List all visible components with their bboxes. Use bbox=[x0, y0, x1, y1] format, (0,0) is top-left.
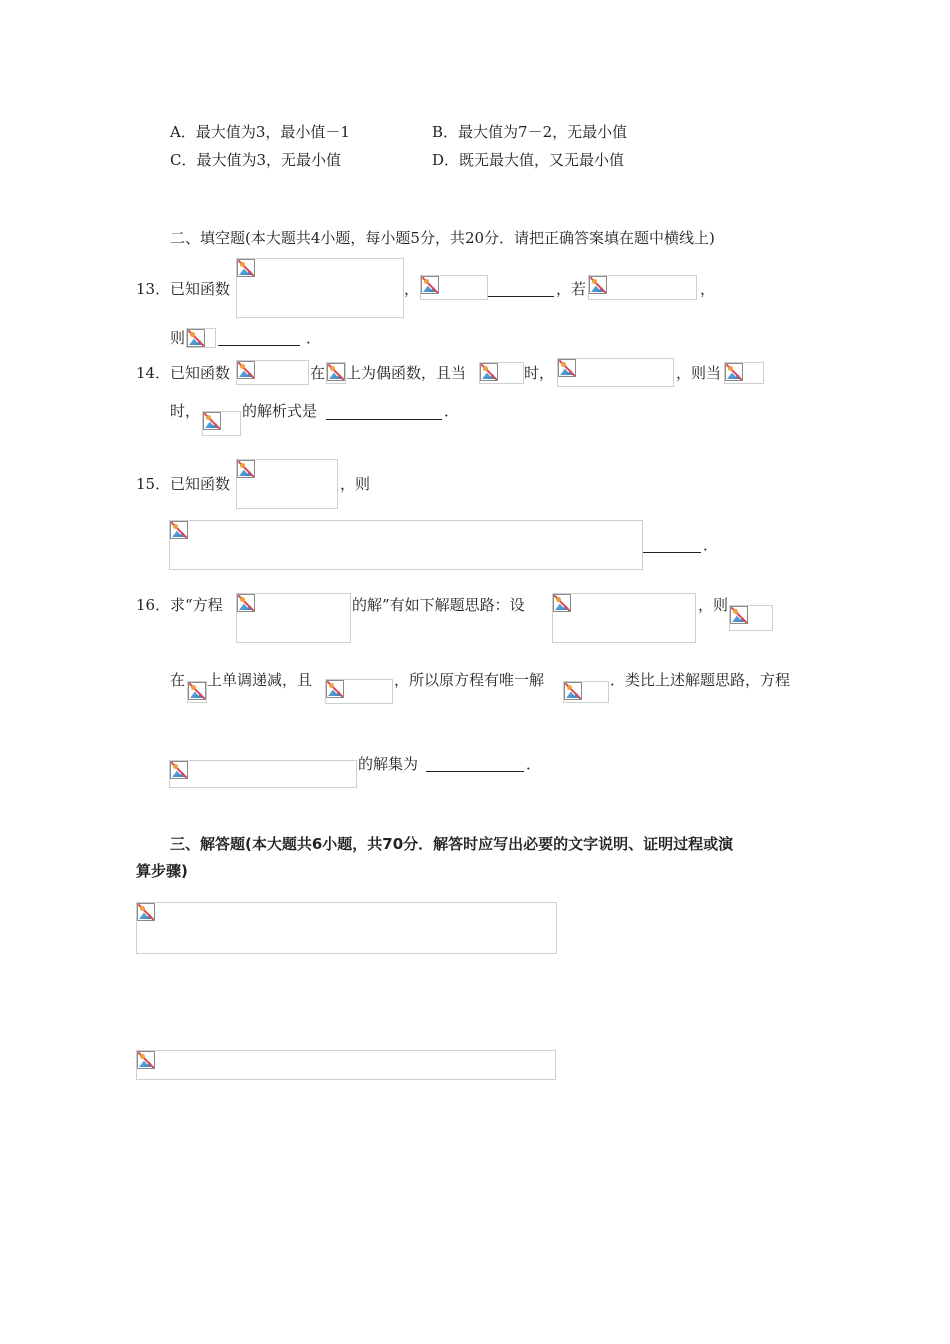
broken-image-icon bbox=[730, 606, 748, 624]
broken-image-icon bbox=[558, 359, 576, 377]
broken-image-icon bbox=[480, 363, 498, 381]
broken-image-icon bbox=[237, 361, 255, 379]
broken-image-icon bbox=[170, 521, 188, 539]
q16-formula-image-6 bbox=[563, 681, 609, 703]
q14-formula-image-4 bbox=[557, 358, 674, 387]
broken-image-icon bbox=[327, 363, 345, 381]
broken-image-icon bbox=[237, 594, 255, 612]
q15-text-1: 已知函数 bbox=[170, 475, 231, 493]
q16-formula-image-1 bbox=[236, 593, 351, 643]
broken-image-icon bbox=[188, 682, 206, 700]
broken-image-icon bbox=[203, 412, 221, 430]
q14-text-7: 的解析式是 bbox=[242, 402, 318, 420]
option-a: A．最大值为3，最小值－1 bbox=[170, 123, 350, 141]
q14-formula-image-6 bbox=[202, 411, 241, 436]
option-c: C．最大值为3，无最小值 bbox=[170, 151, 342, 169]
q14-text-3: 上为偶函数，且当 bbox=[346, 364, 467, 382]
q15-formula-image-1 bbox=[236, 459, 338, 509]
broken-image-icon bbox=[137, 1051, 155, 1069]
q13-text-6: ． bbox=[306, 329, 322, 347]
q14-text-5: ，则当 bbox=[676, 364, 722, 382]
q14-formula-image-1 bbox=[236, 360, 309, 385]
q16-answer-blank bbox=[426, 771, 524, 772]
q16-text-1: 求“方程 bbox=[170, 596, 223, 614]
section-3-heading-line-2: 算步骤) bbox=[136, 862, 188, 880]
broken-image-icon bbox=[589, 276, 607, 294]
q16-text-2: 的解”有如下解题思路：设 bbox=[352, 596, 525, 614]
option-b: B．最大值为7－2，无最小值 bbox=[432, 123, 628, 141]
q16-formula-image-7 bbox=[169, 760, 357, 788]
section-2-heading: 二、填空题(本大题共4小题，每小题5分，共20分．请把正确答案填在题中横线上) bbox=[170, 229, 715, 247]
q13-formula-image-1 bbox=[236, 258, 404, 318]
q13-number: 13． bbox=[136, 280, 171, 298]
q15-answer-blank bbox=[643, 552, 701, 553]
q16-text-4: 在 bbox=[170, 671, 186, 689]
q16-text-5: 上单调递减，且 bbox=[207, 671, 313, 689]
q16-text-8: 的解集为 bbox=[358, 755, 419, 773]
broken-image-icon bbox=[170, 761, 188, 779]
broken-image-icon bbox=[553, 594, 571, 612]
q14-formula-image-2 bbox=[326, 362, 346, 384]
q13-formula-image-3 bbox=[588, 275, 697, 300]
q13-text-3: ，若 bbox=[556, 280, 587, 298]
q15-text-2: ，则 bbox=[340, 475, 371, 493]
broken-image-icon bbox=[564, 682, 582, 700]
problem-17-image bbox=[136, 902, 557, 954]
q16-text-9: ． bbox=[526, 755, 542, 773]
q14-number: 14． bbox=[136, 364, 171, 382]
q16-formula-image-5 bbox=[325, 679, 393, 704]
q14-text-2: 在 bbox=[310, 364, 326, 382]
q14-formula-image-5 bbox=[724, 362, 764, 384]
q13-text-4: ， bbox=[700, 280, 716, 298]
problem-18-image bbox=[136, 1050, 556, 1080]
q13-text-1: 已知函数 bbox=[170, 280, 231, 298]
section-3-heading-line-1: 三、解答题(本大题共6小题，共70分．解答时应写出必要的文字说明、证明过程或演 bbox=[170, 835, 734, 853]
q16-text-6: ，所以原方程有唯一解 bbox=[394, 671, 545, 689]
broken-image-icon bbox=[237, 259, 255, 277]
q16-formula-image-4 bbox=[187, 681, 207, 703]
broken-image-icon bbox=[187, 329, 205, 347]
q14-text-4: 时， bbox=[524, 364, 555, 382]
option-d: D．既无最大值，又无最小值 bbox=[432, 151, 625, 169]
q14-text-6: 时， bbox=[170, 402, 201, 420]
broken-image-icon bbox=[237, 460, 255, 478]
broken-image-icon bbox=[421, 276, 439, 294]
q15-text-3: ． bbox=[703, 536, 719, 554]
q16-formula-image-3 bbox=[729, 605, 773, 631]
q13-text-2: ， bbox=[404, 280, 420, 298]
q16-text-3: ，则 bbox=[698, 596, 729, 614]
broken-image-icon bbox=[326, 680, 344, 698]
q16-number: 16． bbox=[136, 596, 171, 614]
q14-text-8: ． bbox=[444, 402, 460, 420]
q13-answer-blank-2 bbox=[218, 345, 300, 346]
q15-number: 15． bbox=[136, 475, 171, 493]
q15-formula-image-2 bbox=[169, 520, 643, 570]
q13-formula-image-2 bbox=[420, 275, 488, 300]
q13-formula-image-4 bbox=[186, 328, 216, 348]
q13-text-5: 则 bbox=[170, 329, 186, 347]
q16-formula-image-2 bbox=[552, 593, 696, 643]
q14-answer-blank bbox=[326, 419, 442, 420]
q14-formula-image-3 bbox=[479, 362, 524, 384]
q16-text-7: ．类比上述解题思路，方程 bbox=[610, 671, 791, 689]
broken-image-icon bbox=[137, 903, 155, 921]
broken-image-icon bbox=[725, 363, 743, 381]
q13-answer-blank-1 bbox=[488, 296, 554, 297]
q14-text-1: 已知函数 bbox=[170, 364, 231, 382]
